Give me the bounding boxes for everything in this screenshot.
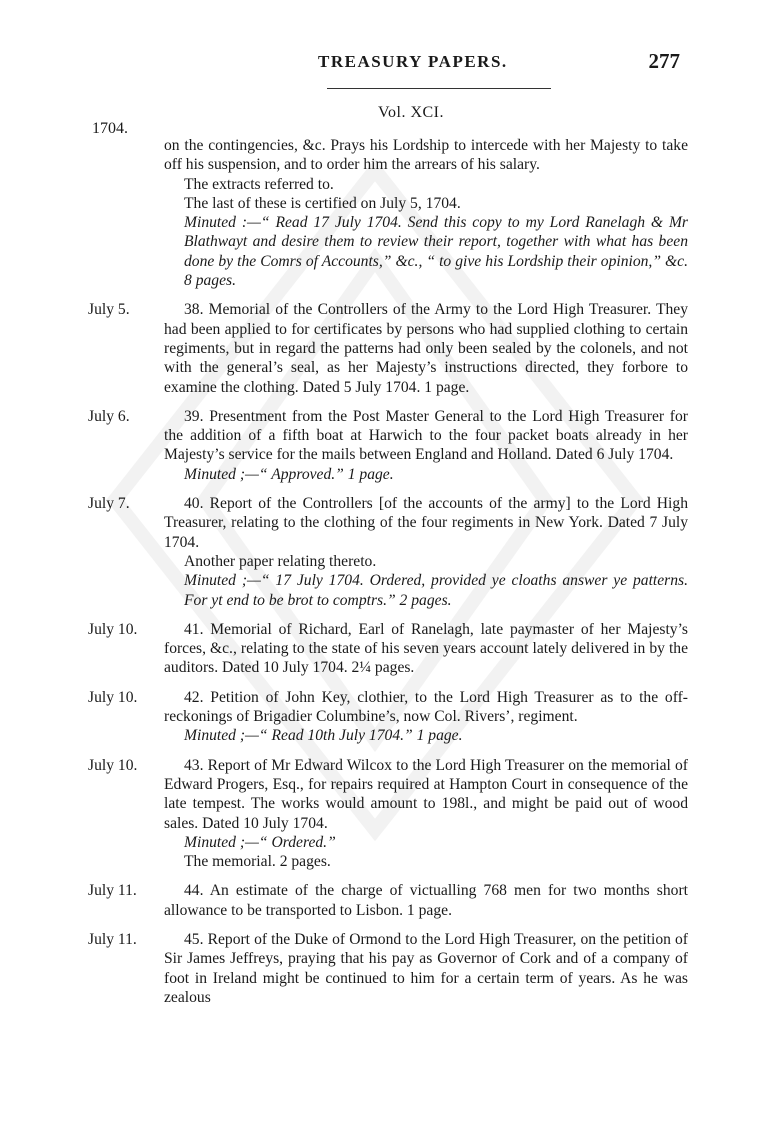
header-rule [327,88,551,89]
entry-text [164,300,688,396]
running-title: TREASURY PAPERS. [318,52,508,71]
entry-date: July 10. [88,756,138,774]
entry-paragraph: Another paper relating thereto. [184,552,377,570]
entry-date: July 10. [88,688,138,706]
page-number: 277 [648,49,680,73]
entry-text [164,620,688,678]
entry-date: July 7. [88,495,130,513]
entry-paragraph: 39. Presentment from the Post Master General to the Lord High Treasurer for the addition of a fifth boat at Harwich to the four packet boats already in her Majesty’s service for the mails between England and Holland. Dated 6 July 1704. [164,407,688,464]
running-head [0,49,768,82]
entry-paragraph: 38. Memorial of the Controllers of the Army to the Lord High Treasurer. They had been applied to for certificates by persons who had supplied clothing to certain regiments, but in regard the patterns had only been sealed by the colonels, and not with the general’s seal, as her Majesty’s instructions directed, they forbore to examine the clothing. Dated 5 July 1704. 1 page. [164,301,688,396]
entry [88,407,688,484]
entry [88,300,688,396]
entry-paragraph: 43. Report of Mr Edward Wilcox to the Lord High Treasurer on the memorial of Edward Progers, Esq., for repairs required at Hampton Court in consequence of the late tempest. The works would amount to 198l., and might be paid out of wood sales. Dated 10 July 1704. [164,756,688,832]
entry [88,756,688,872]
entry-date: July 5. [88,301,130,319]
entry-date: July 6. [88,407,130,425]
entry-text [164,136,688,290]
entry-text [164,494,688,610]
entry-paragraph: 40. Report of the Controllers [of the accounts of the army] to the Lord High Treasurer, relating to the clothing of the four regiments in New York. Dated 7 July 1704. [164,495,688,551]
entry-paragraph: The last of these is certified on July 5, 1704. [184,194,461,212]
minute-note: Minuted ;—“ 17 July 1704. Ordered, provided ye cloaths answer ye patterns. For yt end to be brot to comptrs.” 2 pages. [184,572,688,609]
entry [88,136,688,290]
year-margin-label: 1704. [92,120,128,137]
entry [88,881,688,920]
entry-text [164,881,688,920]
volume-heading: Vol. XCI. [378,104,444,121]
entry-paragraph: The memorial. 2 pages. [184,853,331,871]
minute-note: Minuted :—“ Read 17 July 1704. Send this copy to my Lord Ranelagh & Mr Blathwayt and desire them to review their report, together with what has been done by the Comrs of Accounts,” &c., “ to give his Lordship their opinion,” &c. 8 pages. [184,214,688,290]
entry-date: July 11. [88,930,137,948]
entry-text [164,930,688,1007]
entry [88,494,688,610]
entry-paragraph: 41. Memorial of Richard, Earl of Ranelagh, late paymaster of her Majesty’s forces, &c., relating to the state of his seven years account lately delivered in by the auditors. Dated 10 July 1704. 2¼ pages. [164,620,688,677]
entry-text [164,688,688,746]
minute-note: Minuted ;—“ Read 10th July 1704.” 1 page. [184,727,463,745]
entry-paragraph: The extracts referred to. [184,175,334,193]
entry-text [164,407,688,484]
entry [88,930,688,1007]
entry-paragraph: 44. An estimate of the charge of victualling 768 men for two months short allowance to be transported to Lisbon. 1 page. [164,882,688,919]
minute-note: Minuted ;—“ Approved.” 1 page. [184,465,394,483]
minute-note: Minuted ;—“ Ordered.” [184,833,336,851]
entry-date: July 11. [88,882,137,900]
entry [88,620,688,678]
entry-paragraph: 45. Report of the Duke of Ormond to the Lord High Treasurer, on the petition of Sir James Jeffreys, praying that his pay as Governor of Cork and of a company of foot in Ireland might be continued to him for a certain term of years. As he was zealous [164,930,688,1006]
entry-paragraph: 42. Petition of John Key, clothier, to the Lord High Treasurer as to the off-reckonings of Brigadier Columbine’s, now Col. Rivers’, regiment. [164,688,688,726]
entry-paragraph: on the contingencies, &c. Prays his Lordship to intercede with her Majesty to take off his suspension, and to order him the arrears of his salary. [164,137,688,174]
document-body [88,136,688,1015]
entry [88,688,688,746]
entry-text [164,756,688,872]
entry-date: July 10. [88,620,138,638]
